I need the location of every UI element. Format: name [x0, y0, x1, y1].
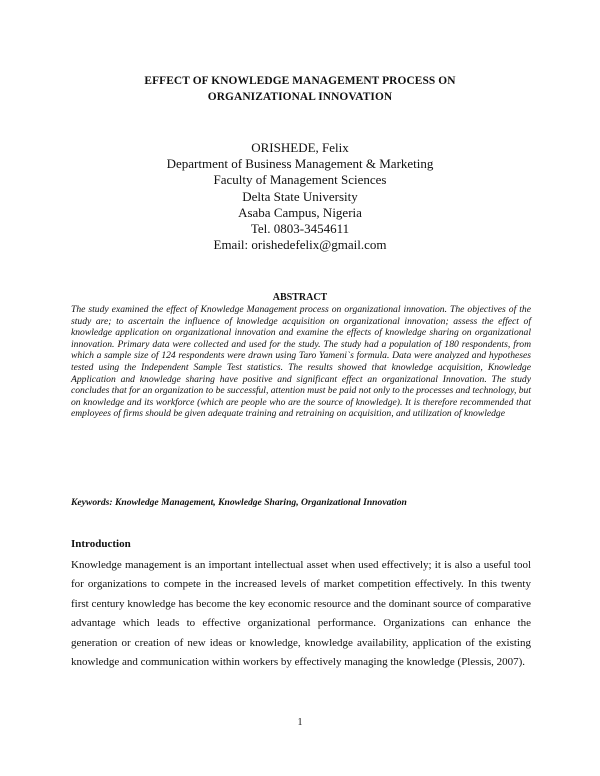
- author-department: Department of Business Management & Marketing: [166, 156, 434, 172]
- title-line-2: ORGANIZATIONAL INNOVATION: [207, 91, 393, 103]
- keywords: Keywords: Knowledge Management, Knowledge Sharing, Organizational Innovation: [71, 497, 407, 508]
- abstract-heading: ABSTRACT: [272, 292, 328, 303]
- author-telephone: Tel. 0803-3454611: [250, 221, 350, 237]
- paper-title: [40, 73, 560, 105]
- introduction-heading: Introduction: [71, 538, 131, 550]
- author-block: [40, 140, 560, 253]
- author-email: Email: orishedefelix@gmail.com: [213, 237, 387, 253]
- author-university: Delta State University: [242, 188, 358, 204]
- author-name: ORISHEDE, Felix: [251, 140, 349, 155]
- author-campus: Asaba Campus, Nigeria: [238, 204, 362, 220]
- page-number: 1: [297, 717, 303, 728]
- title-line-1: EFFECT OF KNOWLEDGE MANAGEMENT PROCESS ON: [144, 75, 456, 87]
- abstract-text: The study examined the effect of Knowledge Management process on organizational innovation. The objectives of the study are; to ascertain the influence of knowledge acquisition on organizational innovation; assess the effect of knowledge application on organizational innovation and examine the effects of knowledge sharing on organizational innovation. Primary data were collected and used for the study. The study had a population of 180 respondents, from which a sample size of 124 respondents were drawn using Taro Yameni`s formula. Data were analyzed and hypotheses tested using the Independent Sample Test statistics. The results showed that knowledge acquisition, Knowledge Application and knowledge sharing have positive and significant effect an organizational Innovation. The study concludes that for an organization to be successful, attention must be paid not only to the processes and technology, but on knowledge and its workforce (which are people who are the source of knowledge). It is therefore recommended that employees of firms should be given adequate training and retraining on acquisition, and utilization of knowledge: [71, 304, 532, 420]
- introduction-text: Knowledge management is an important intellectual asset when used effectively; it is also a useful tool for organizations to compete in the increased levels of market competition effectively. In this twenty first century knowledge has become the key economic resource and the dominant source of comparative advantage which leads to effective organizational performance. Organizations can enhance the generation or creation of new ideas or knowledge, knowledge availability, application of the existing knowledge and communication within workers by effectively managing the knowledge (Plessis, 2007).: [71, 559, 531, 669]
- author-faculty: Faculty of Management Sciences: [213, 172, 387, 188]
